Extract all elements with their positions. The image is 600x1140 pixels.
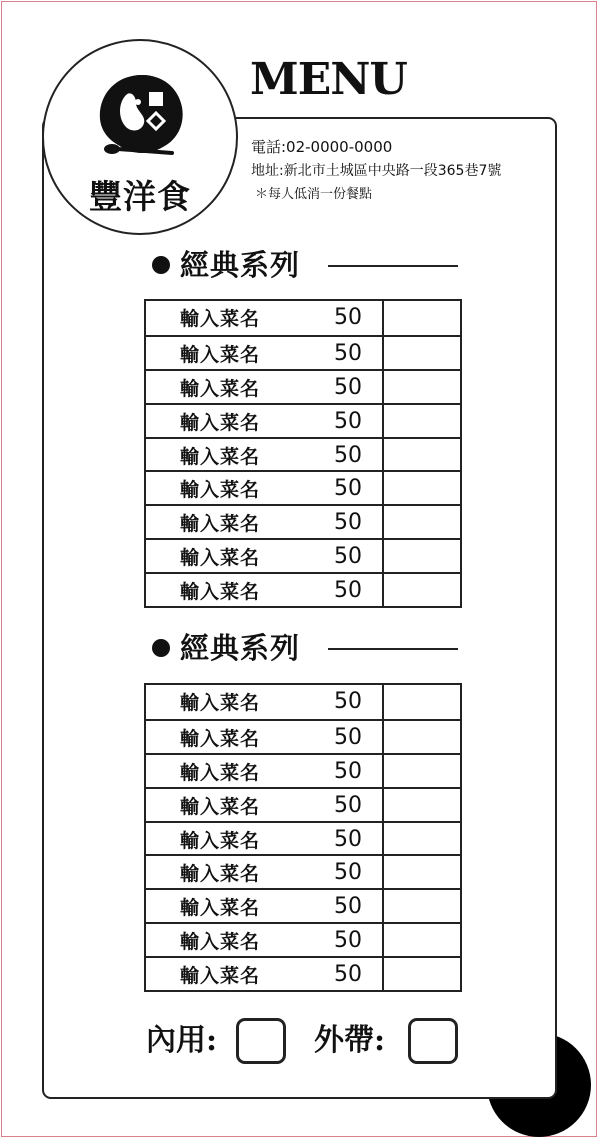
dish-name: 輸入菜名 xyxy=(180,727,261,750)
column-divider xyxy=(382,856,384,888)
dish-price: 50 xyxy=(334,928,362,954)
menu-row xyxy=(146,437,460,471)
dish-name: 輸入菜名 xyxy=(180,761,261,784)
dish-name: 輸入菜名 xyxy=(180,513,261,536)
dish-price: 50 xyxy=(334,305,362,330)
menu-table xyxy=(144,299,462,608)
column-divider xyxy=(382,405,384,437)
menu-row xyxy=(146,922,460,956)
section-title: 經典系列 xyxy=(180,248,301,282)
bullet-dot xyxy=(152,256,170,274)
menu-row xyxy=(146,888,460,922)
column-divider xyxy=(382,685,384,719)
dish-price: 50 xyxy=(334,758,362,784)
menu-row xyxy=(146,787,460,821)
dish-price: 50 xyxy=(334,544,362,570)
dish-name: 輸入菜名 xyxy=(180,343,261,366)
dish-name: 輸入菜名 xyxy=(180,445,261,468)
order-type-options xyxy=(146,1015,476,1069)
dish-price: 50 xyxy=(334,792,362,818)
address: 地址:新北市土城區中央路一段365巷7號 xyxy=(251,163,502,179)
column-divider xyxy=(382,439,384,471)
dish-name: 輸入菜名 xyxy=(180,897,261,920)
heading-rule xyxy=(328,265,458,267)
dish-price: 50 xyxy=(334,442,362,468)
dish-price: 50 xyxy=(334,510,362,536)
column-divider xyxy=(382,823,384,855)
column-divider xyxy=(382,506,384,538)
dish-name: 輸入菜名 xyxy=(180,931,261,954)
dish-name: 輸入菜名 xyxy=(180,377,261,400)
menu-row xyxy=(146,572,460,606)
dish-name: 輸入菜名 xyxy=(180,581,261,604)
palette-spoon-logo-icon xyxy=(92,63,192,163)
menu-title: MENU xyxy=(250,54,407,105)
brand-name: 豐洋食 xyxy=(89,177,191,216)
dish-name: 輸入菜名 xyxy=(180,479,261,502)
dish-name: 輸入菜名 xyxy=(180,829,261,852)
menu-row xyxy=(146,821,460,855)
menu-row xyxy=(146,335,460,369)
menu-row xyxy=(146,719,460,753)
dish-price: 50 xyxy=(334,894,362,920)
menu-row xyxy=(146,854,460,888)
dish-price: 50 xyxy=(334,476,362,502)
menu-row xyxy=(146,685,460,719)
dish-price: 50 xyxy=(334,578,362,604)
min-order-note: ＊每人低消一份餐點 xyxy=(255,187,373,202)
dine-in-label: 內用: xyxy=(146,1023,218,1058)
dish-price: 50 xyxy=(334,860,362,886)
column-divider xyxy=(382,924,384,956)
dish-price: 50 xyxy=(334,374,362,400)
brand-logo-badge xyxy=(42,39,238,235)
menu-row xyxy=(146,403,460,437)
menu-row xyxy=(146,956,460,990)
menu-row xyxy=(146,470,460,504)
column-divider xyxy=(382,301,384,335)
column-divider xyxy=(382,755,384,787)
section-title: 經典系列 xyxy=(180,631,301,665)
dish-name: 輸入菜名 xyxy=(180,965,261,988)
takeout-checkbox[interactable] xyxy=(408,1018,458,1064)
column-divider xyxy=(382,574,384,606)
dish-price: 50 xyxy=(334,340,362,366)
dish-price: 50 xyxy=(334,408,362,434)
dish-price: 50 xyxy=(334,962,362,988)
column-divider xyxy=(382,540,384,572)
dish-name: 輸入菜名 xyxy=(180,308,261,330)
dish-name: 輸入菜名 xyxy=(180,411,261,434)
dish-name: 輸入菜名 xyxy=(180,863,261,886)
dish-name: 輸入菜名 xyxy=(180,692,261,714)
bullet-dot xyxy=(152,639,170,657)
dine-in-checkbox[interactable] xyxy=(236,1018,286,1064)
dish-price: 50 xyxy=(334,826,362,852)
dish-name: 輸入菜名 xyxy=(180,547,261,570)
dish-price: 50 xyxy=(334,724,362,750)
column-divider xyxy=(382,337,384,369)
column-divider xyxy=(382,789,384,821)
menu-row xyxy=(146,538,460,572)
menu-row xyxy=(146,301,460,335)
dish-price: 50 xyxy=(334,689,362,714)
heading-rule xyxy=(328,648,458,650)
column-divider xyxy=(382,721,384,753)
column-divider xyxy=(382,371,384,403)
column-divider xyxy=(382,472,384,504)
menu-table xyxy=(144,683,462,992)
column-divider xyxy=(382,890,384,922)
takeout-label: 外帶: xyxy=(314,1023,386,1058)
contact-info xyxy=(251,135,501,207)
menu-row xyxy=(146,753,460,787)
menu-row xyxy=(146,369,460,403)
dish-name: 輸入菜名 xyxy=(180,795,261,818)
menu-row xyxy=(146,504,460,538)
column-divider xyxy=(382,958,384,990)
phone-number: 電話:02-0000-0000 xyxy=(251,138,393,156)
